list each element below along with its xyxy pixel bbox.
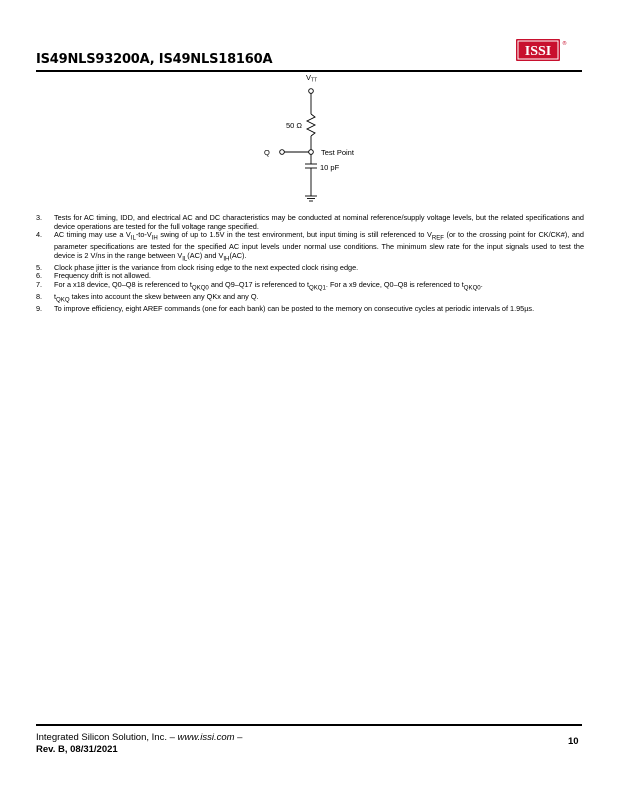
website-link[interactable]: www.issi.com bbox=[177, 732, 235, 743]
vtt-terminal bbox=[309, 89, 314, 94]
test-point-label: Test Point bbox=[321, 148, 354, 157]
vtt-label: $V_{TT}$ bbox=[306, 73, 318, 84]
note-number: 5. bbox=[36, 262, 43, 272]
revision-label: Rev. B, 08/31/2021 bbox=[36, 744, 118, 755]
note-item bbox=[36, 231, 584, 264]
footer-company: Integrated Silicon Solution, Inc. – www.issi.com – bbox=[36, 732, 243, 743]
ground-symbol bbox=[305, 196, 317, 201]
resistor-label: 50 Ω bbox=[286, 121, 303, 130]
logo-text: ISSI bbox=[524, 44, 552, 59]
note-item bbox=[36, 305, 584, 314]
output-terminal bbox=[280, 150, 285, 155]
note-text: $t_{QKQ}$ takes into account the skew between any QKx and any Q. bbox=[54, 292, 259, 304]
note-text: Frequency drift is not allowed. bbox=[54, 271, 151, 281]
note-text: Tests for AC timing, IDD, and electrical AC and DC characteristics may be conducted at nominal reference/supply voltage levels, but the related specifications and device operations are tested for the full voltage range specified. bbox=[54, 213, 584, 231]
output-q-label: Q bbox=[264, 148, 270, 157]
note-number: 3. bbox=[36, 213, 43, 222]
resistor-symbol bbox=[307, 114, 315, 136]
capacitor-label: 10 pF bbox=[320, 163, 340, 172]
note-number: 6. bbox=[36, 271, 43, 281]
note-number: 4. bbox=[36, 230, 43, 240]
footer-divider bbox=[36, 724, 582, 726]
test-load-circuit-diagram bbox=[0, 0, 618, 220]
note-item bbox=[36, 214, 584, 231]
note-text: Clock phase jitter is the variance from clock rising edge to the next expected clock rising edge. bbox=[54, 262, 359, 272]
note-text: AC timing may use a $V_{IL}-to-V_{IH}$ swing of up to 1.5V in the test environment, but input timing is still referenced to $V_{REF}$ (or to the crossing point for CK/CK#), and parameter specifications are tested for the specified AC input levels under normal use conditions. The minimum slew rate for the input signals used to test the device is 2 V/ns in the range between $V_{IL}(AC)$ and $V_{IH}(AC)$. bbox=[54, 230, 584, 263]
note-number: 7. bbox=[36, 280, 43, 290]
test-point-node bbox=[309, 150, 314, 155]
note-number: 9. bbox=[36, 304, 43, 314]
notes-list bbox=[36, 214, 584, 314]
note-number: 8. bbox=[36, 292, 43, 302]
document-title: IS49NLS93200A, IS49NLS18160A bbox=[36, 52, 273, 67]
page-number: 10 bbox=[568, 736, 579, 747]
note-text: To improve efficiency, eight AREF commands (one for each bank) can be posted to the memory on consecutive cycles at periodic intervals of 1.95µs. bbox=[54, 304, 535, 314]
registered-mark: ® bbox=[562, 41, 567, 47]
note-text: For a x18 device, Q0–Q8 is referenced to $t_{QKQ0}$ and Q9–Q17 is referenced to $t_{QKQ1}$. For a x9 device, Q0–Q8 is referenced to $t_{QKQ0}$. bbox=[54, 280, 483, 292]
